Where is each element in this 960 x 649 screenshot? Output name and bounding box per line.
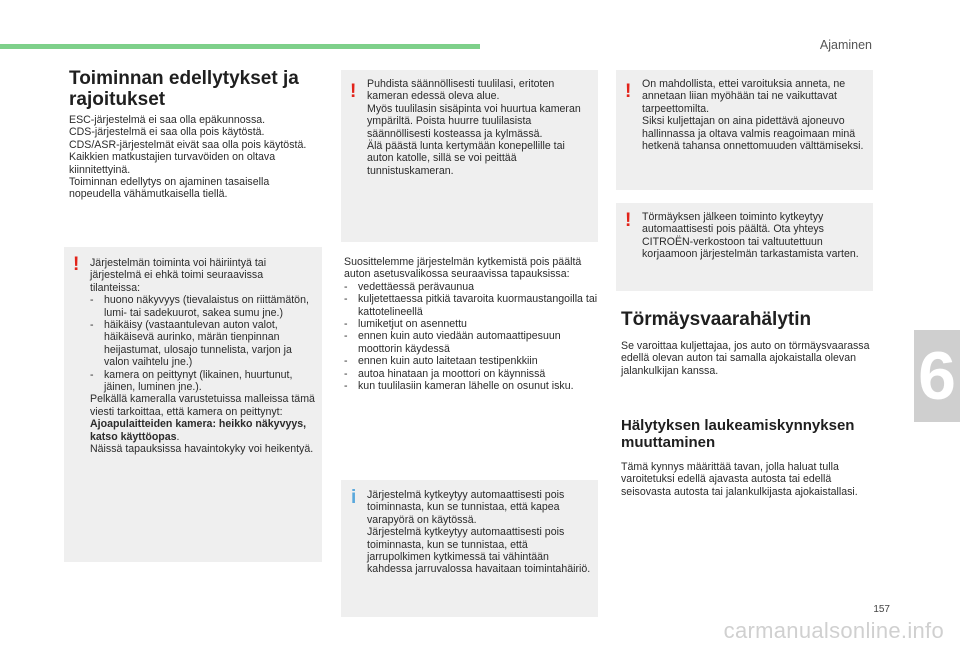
warning-box-conditions — [64, 247, 322, 562]
warning-line: Älä päästä lunta kertymään konepellille tai auton katolle, sillä se voi peittää tunnistuskameran. — [367, 140, 565, 177]
warning-outro-2: Näissä tapauksissa havaintokyky voi heikentyä. — [90, 443, 314, 456]
warning-icon: ! — [73, 254, 80, 275]
warning-icon: ! — [625, 81, 632, 102]
threshold-text: Tämä kynnys määrittää tavan, jolla haluat tulla varoitetuksi edellä ajavasta autosta tai edellä seisovasta autosta tai jalankulkijasta ajokaistallasi. — [621, 461, 858, 498]
warning-box-cleaning — [341, 70, 598, 242]
warning-icon: ! — [350, 81, 357, 102]
warning-line: Siksi kuljettajan on aina pidettävä ajoneuvo hallinnassa ja oltava valmis reagoimaan minä hetkenä tahansa onnettomuuden välttämiseksi. — [642, 115, 864, 153]
collision-alert-intro: Se varoittaa kuljettajaa, jos auto on törmäysvaarassa edellä olevan auton tai samalla ajokaistalla olevan jalankulkijan kanssa. — [621, 340, 870, 377]
list-item: - kuljetettaessa pitkiä tavaroita kuormaustangoilla tai kattotelineellä — [344, 293, 598, 318]
intro-line: Kaikkien matkustajien turvavöiden on oltava kiinnitettyinä. — [69, 151, 276, 176]
intro-line: CDS-järjestelmä ei saa olla pois käytöstä. — [69, 126, 265, 139]
info-line: Järjestelmä kytkeytyy automaattisesti pois toiminnasta, kun se tunnistaa, että jarrupolkimen kytkimessä tai vähintään kahdessa jarruvalossa havaitaan toimintahäiriö. — [367, 526, 591, 576]
section-title: Ajaminen — [819, 38, 872, 52]
warning-line: Myös tuulilasin sisäpinta voi huurtua kameran ympäriltä. Poista huurre tuulilasista säännöllisesti kosteassa ja kylmässä. — [367, 102, 581, 140]
intro-line: ESC-järjestelmä ei saa olla epäkunnossa. — [69, 114, 266, 126]
warning-box-after-collision — [616, 203, 873, 291]
warning-outro: Pelkällä kameralla varustetuissa malleissa tämä viesti tarkoittaa, että kamera on peittynyt: Ajoapulaitteiden kamera: heikko näkyvyys, katso käyttöopas. — [90, 393, 315, 443]
page-number: 157 — [873, 604, 890, 615]
info-line: Järjestelmä kytkeytyy automaattisesti pois toiminnasta, kun se tunnistaa, että kapea varapyörä on käytössä. — [367, 489, 565, 526]
collision-alert-heading: Törmäysvaarahälytin — [621, 309, 812, 330]
intro-line: CDS/ASR-järjestelmät eivät saa olla pois käytöstä. — [69, 138, 307, 151]
conditions-intro — [69, 114, 319, 201]
list-item: - kamera on peittynyt (likainen, huurtunut, jäinen, luminen jne.). — [90, 368, 293, 394]
list-item: - ennen kuin auto laitetaan testipenkkiin — [344, 355, 538, 368]
watermark: carmanualsonline.info — [723, 618, 944, 643]
warning-icon: ! — [625, 210, 632, 231]
list-item: - häikäisy (vastaantulevan auton valot, häikäisevä aurinko, märän tienpinnan heijastumat, ulosajo tunnelista, varjon ja valon vaihtelu jne.) — [90, 319, 292, 369]
intro-line: Toiminnan edellytys on ajaminen tasaisella nopeudella vähämutkaisella tiellä. — [69, 176, 270, 201]
top-accent-bar — [0, 44, 480, 49]
conditions-heading: Toiminnan edellytykset ja rajoitukset — [69, 68, 299, 110]
warning-line: Törmäyksen jälkeen toiminto kytkeytyy automaattisesti pois päältä. Ota yhteys CITROËN-verkostoon tai valtuutettuun korjaamoon järjestelmän tarkastamista varten. — [642, 211, 859, 261]
list-item: - autoa hinataan ja moottori on käynnissä — [344, 367, 546, 380]
recommendation-intro: Suosittelemme järjestelmän kytkemistä pois päältä auton asetusvalikossa seuraavissa tapauksissa: — [344, 256, 582, 281]
list-item: - vedettäessä perävaunua — [344, 280, 475, 293]
warning-message: Ajoapulaitteiden kamera: heikko näkyvyys, katso käyttöopas — [90, 418, 307, 443]
list-item: - kun tuulilasiin kameran lähelle on osunut isku. — [344, 380, 574, 393]
warning-line: On mahdollista, ettei varoituksia anneta, ne annetaan liian myöhään tai ne vaikuttavat tarpeettomilta. — [642, 78, 846, 115]
list-item: - ennen kuin auto viedään automaattipesuun moottorin käydessä — [344, 330, 561, 355]
list-item: - huono näkyvyys (tievalaistus on riittämätön, lumi- tai sadekuurot, sakea sumu jne.) — [90, 294, 309, 319]
chapter-number: 6 — [918, 338, 956, 414]
list-item: - lumiketjut on asennettu — [344, 318, 467, 331]
warning-line: Puhdista säännöllisesti tuulilasi, eritoten kameran edessä oleva alue. — [367, 78, 555, 103]
info-icon: i — [351, 487, 357, 508]
info-box-auto-disable — [341, 480, 598, 617]
recommendation-text — [344, 256, 598, 392]
warning-intro: Järjestelmän toiminta voi häiriintyä tai järjestelmä ei ehkä toimi seuraavissa tilanteissa: — [90, 257, 267, 294]
threshold-heading: Hälytyksen laukeamiskynnyksen muuttaminen — [621, 417, 855, 451]
warning-box-late-alerts — [616, 70, 873, 190]
